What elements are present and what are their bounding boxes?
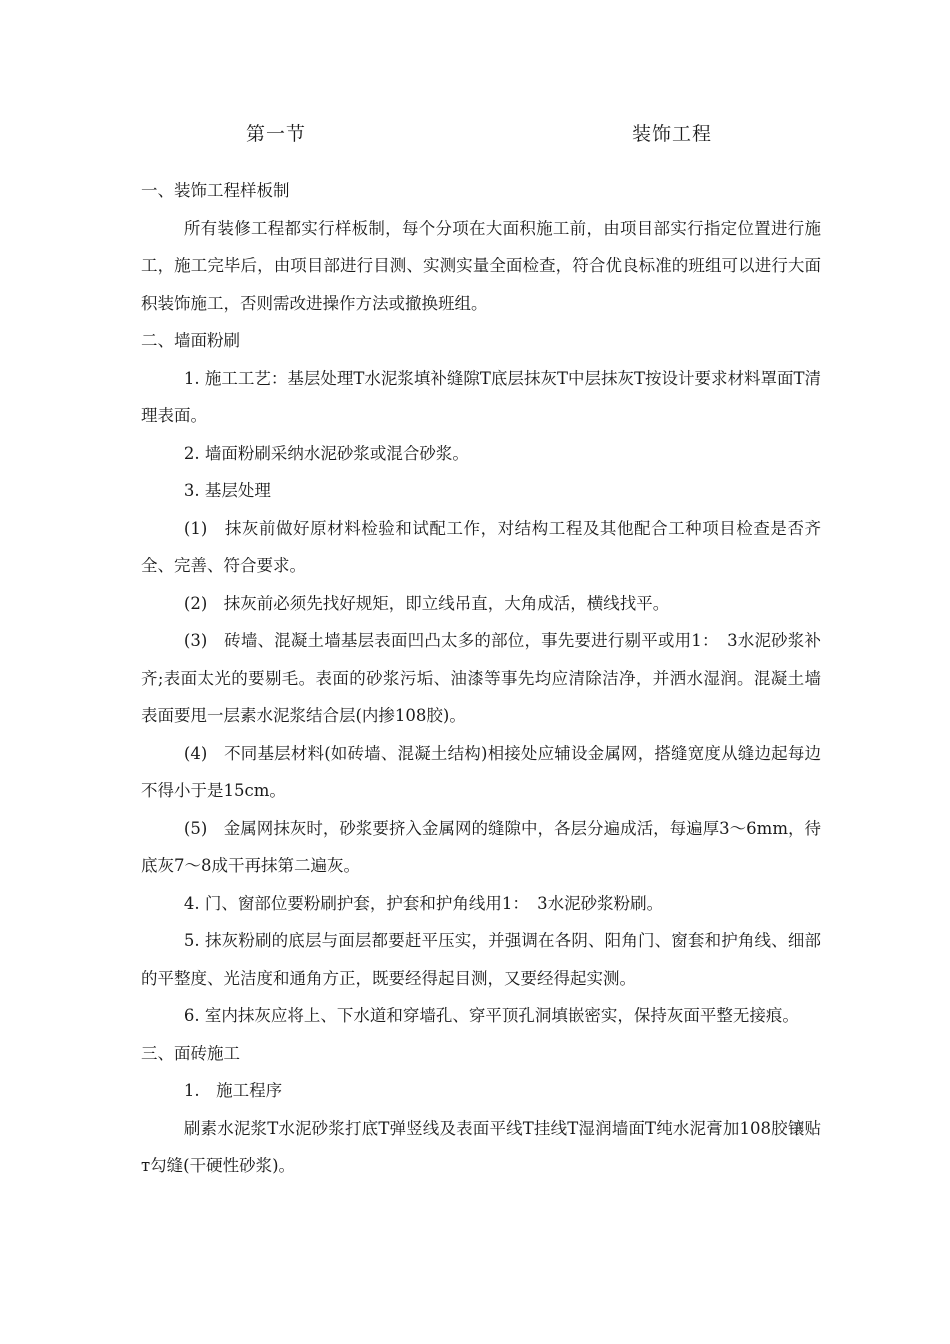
paragraph: 所有装修工程都实行样板制，每个分项在大面积施工前，由项目部实行指定位置进行施工，施工完毕后，由项目部进行目测、实测实量全面检查，符合优良标准的班组可以进行大面积装饰施工，否则需改进操作方法或撤换班组。 (141, 218, 821, 313)
list-item: 3. 基层处理 (183, 481, 271, 500)
heading-3: 三、面砖施工 (141, 1043, 240, 1063)
list-item: 5. 抹灰粉刷的底层与面层都要赶平压实，并强调在各阴、阳角门、窗套和护角线、细部的平整度、光洁度和通角方正，既要经得起目测，又要经得起实测。 (141, 931, 821, 988)
heading-1: 一、装饰工程样板制 (141, 181, 290, 200)
paragraph: 刷素水泥浆T水泥砂浆打底T弹竖线及表面平线T挂线T湿润墙面T纯水泥膏加108胶镶贴ᴛ勾缝(干硬性砂浆)。 (141, 1118, 821, 1175)
list-item: 2. 墙面粉刷采纳水泥砂浆或混合砂浆。 (183, 443, 469, 463)
section-title: 装饰工程 (632, 123, 713, 145)
sub-item: (5) 金属网抹灰时，砂浆要挤入金属网的缝隙中，各层分遍成活，每遍厚3〜6mm，待底灰7〜8成干再抹第二遍灰。 (141, 818, 821, 875)
list-item: 4. 门、窗部位要粉刷护套，护套和护角线用1： 3水泥砂浆粉刷。 (183, 893, 664, 913)
list-item: 6. 室内抹灰应将上、下水道和穿墙孔、穿平顶孔洞填嵌密实，保持灰面平整无接痕。 (183, 1006, 799, 1025)
sub-item: (3) 砖墙、混凝土墙基层表面凹凸太多的部位，事先要进行剔平或用1： 3水泥砂浆补齐;表面太光的要剔毛。表面的砂浆污垢、油漆等事先均应清除洁净，并洒水湿润。混凝土墙表面要甩一层素水泥浆结合层(内掺108胶)。 (141, 631, 821, 725)
sub-item: (2) 抹灰前必须先找好规矩，即立线吊直，大角成活，横线找平。 (183, 593, 670, 613)
section-heading (0, 119, 950, 149)
heading-2: 二、墙面粉刷 (141, 331, 240, 350)
list-item: 1. 施工工艺：基层处理T水泥浆填补缝隙T底层抹灰T中层抹灰T按设计要求材料罩面T清理表面。 (141, 368, 821, 425)
list-item: 1. 施工程序 (183, 1081, 283, 1100)
document-body (141, 172, 821, 1185)
sub-item: (4) 不同基层材料(如砖墙、混凝土结构)相接处应辅设金属网，搭缝宽度从缝边起每边不得小于是15cm。 (141, 743, 821, 800)
section-number: 第一节 (246, 123, 307, 145)
sub-item: (1) 抹灰前做好原材料检验和试配工作，对结构工程及其他配合工种项目检查是否齐全、完善、符合要求。 (141, 518, 821, 575)
